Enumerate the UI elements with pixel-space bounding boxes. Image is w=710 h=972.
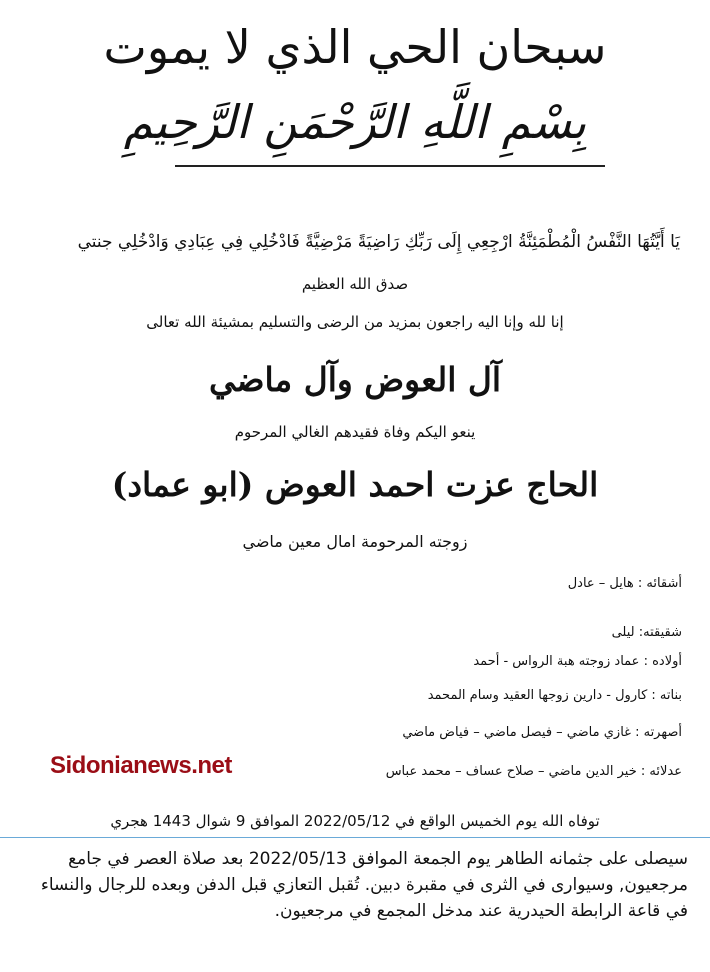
calligraphy-stroke [175, 165, 605, 167]
watermark-logo: Sidonianews.net [50, 752, 232, 779]
section-divider [0, 837, 710, 838]
wife-line: زوجته المرحومة امال معين ماضي [242, 532, 468, 551]
page-title: سبحان الحي الذي لا يموت [103, 20, 607, 74]
family-names: آل العوض وآل ماضي [208, 360, 502, 399]
funeral-details: سيصلى على جثمانه الطاهر يوم الجمعة الموافق 2022/05/13 بعد صلاة العصر في جامع مرجعيون, وسيوارى في الثرى في مقبرة دبين. تُقبل التعازي قبل الدفن وبعده للرجال والنساء في قاعة الرابطة الحيدرية عند مدخل المجمع في مرجعيون. [40, 849, 688, 921]
announcement-line: ينعو اليكم وفاة فقيدهم الغالي المرحوم [234, 423, 476, 441]
condolence-phrase: إنا لله وإنا اليه راجعون بمزيد من الرضى والتسليم بمشيئة الله تعالى [146, 313, 564, 331]
relatives-sons-in-law: أصهرته : غازي ماضي – فيصل ماضي – فياض ماضي [402, 725, 682, 740]
death-date-line: توفاه الله يوم الخميس الواقع في 2022/05/12 الموافق 9 شوال 1443 هجري [110, 812, 600, 830]
relatives-sons: أولاده : عماد زوجته هبة الرواس - أحمد [473, 654, 682, 669]
relatives-sister: شقيقته: ليلى [611, 625, 682, 640]
relatives-siblings: أشقائه : هايل – عادل [567, 576, 682, 591]
quran-verse: يَا أَيَّتُهَا النَّفْسُ الْمُطْمَئِنَّةُ ارْجِعِي إِلَى رَبِّكِ رَاضِيَةً مَرْضِيَّةً فَادْخُلِي فِي عِبَادِي وَادْخُلِي جنتي [77, 232, 680, 252]
deceased-name: الحاج عزت احمد العوض (ابو عماد) [111, 465, 599, 504]
basmala-calligraphy: بِسْمِ اللَّهِ الرَّحْمَنِ الرَّحِيمِ [123, 95, 587, 149]
relatives-in-laws: عدلائه : خير الدين ماضي – صلاح عساف – محمد عباس [385, 764, 682, 779]
relatives-daughters: بناته : كارول - دارين زوجها العقيد وسام المحمد [427, 688, 682, 703]
verse-closing: صدق الله العظيم [301, 275, 409, 293]
